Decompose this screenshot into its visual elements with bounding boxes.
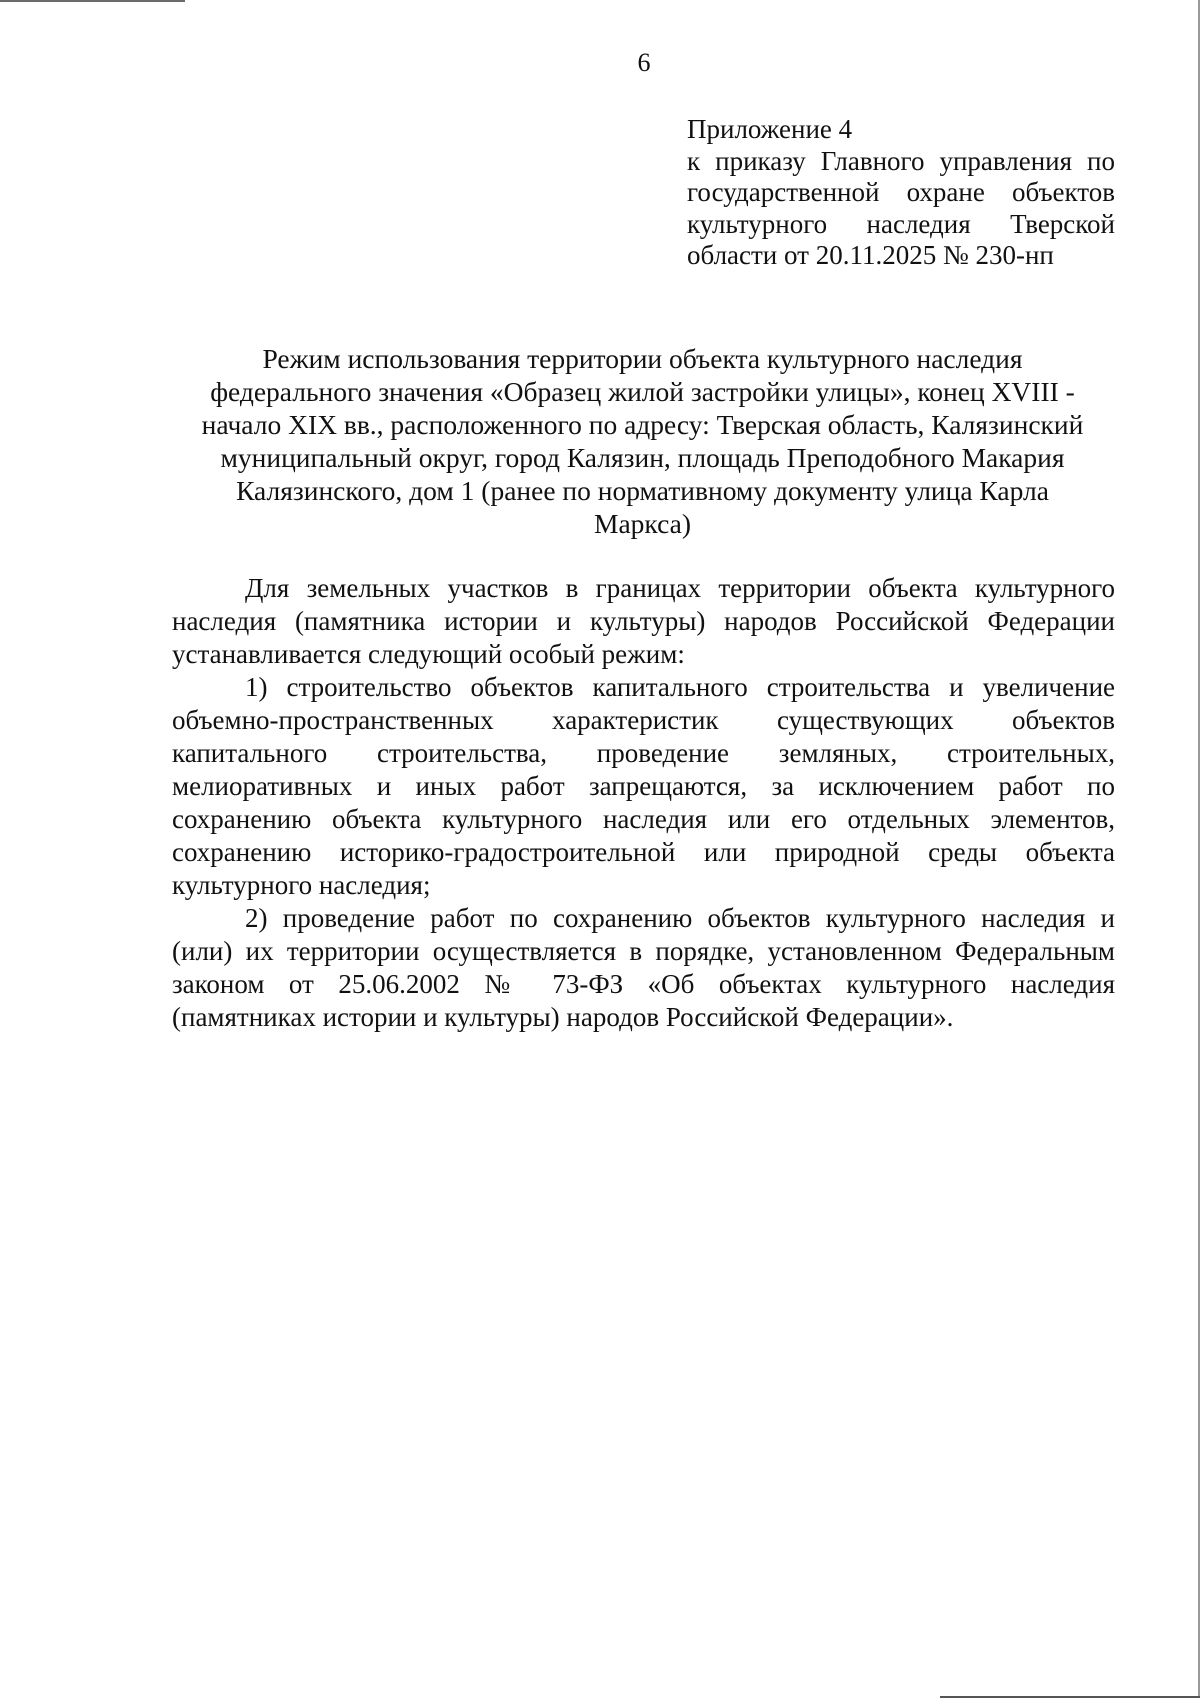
title-line: Режим использования территории объекта культурного наследия [262, 343, 1023, 374]
body-line: мелиоративных и иных работ запрещаются, за исключением работ по [172, 771, 1115, 801]
appendix-line: государственной охране объектов [687, 177, 1115, 207]
title-line: муниципальный округ, город Калязин, площадь Преподобного Макария [220, 442, 1065, 473]
body-line: культурного наследия; [172, 870, 431, 900]
title-line: Маркса) [594, 508, 691, 539]
body-line: сохранению объекта культурного наследия или его отдельных элементов, [172, 804, 1115, 834]
appendix-line: культурного наследия Тверской [687, 208, 1115, 239]
appendix-header [687, 114, 1115, 272]
body-line: Для земельных участков в границах территории объекта культурного [245, 573, 1115, 603]
title-line: федерального значения «Образец жилой застройки улицы», конец XVIII - [210, 376, 1075, 407]
body-line: капитального строительства, проведение земляных, строительных, [172, 738, 1115, 768]
body-line: сохранению историко-градостроительной или природной среды объекта [172, 837, 1115, 867]
body-line: объемно-пространственных характеристик существующих объектов [172, 705, 1115, 735]
document-body [172, 572, 1115, 1034]
item-2-paragraph [172, 902, 1115, 1034]
body-line: 1) строительство объектов капитального строительства и увеличение [245, 672, 1115, 702]
body-line: 2) проведение работ по сохранению объектов культурного наследия и [245, 903, 1115, 933]
appendix-line: к приказу Главного управления по [687, 145, 1115, 176]
body-line: (или) их территории осуществляется в порядке, установленном Федеральным [172, 936, 1115, 966]
body-line: наследия (памятника истории и культуры) народов Российской Федерации [172, 606, 1115, 636]
appendix-line: Приложение 4 [687, 114, 853, 144]
intro-paragraph [172, 572, 1115, 671]
title-line: начало XIX вв., расположенного по адресу: Тверская область, Калязинский [201, 409, 1084, 440]
body-line: (памятниках истории и культуры) народов Российской Федерации». [172, 1002, 954, 1032]
scan-edge-top [0, 0, 185, 2]
page-number: 6 [637, 48, 651, 77]
document-title [170, 342, 1115, 540]
title-line: Калязинского, дом 1 (ранее по нормативному документу улица Карла [236, 475, 1049, 506]
body-line: законом от 25.06.2002 № 73-ФЗ «Об объектах культурного наследия [172, 969, 1115, 999]
item-1-paragraph [172, 671, 1115, 902]
appendix-line: области от 20.11.2025 № 230-нп [687, 240, 1054, 270]
body-line: устанавливается следующий особый режим: [172, 639, 685, 669]
